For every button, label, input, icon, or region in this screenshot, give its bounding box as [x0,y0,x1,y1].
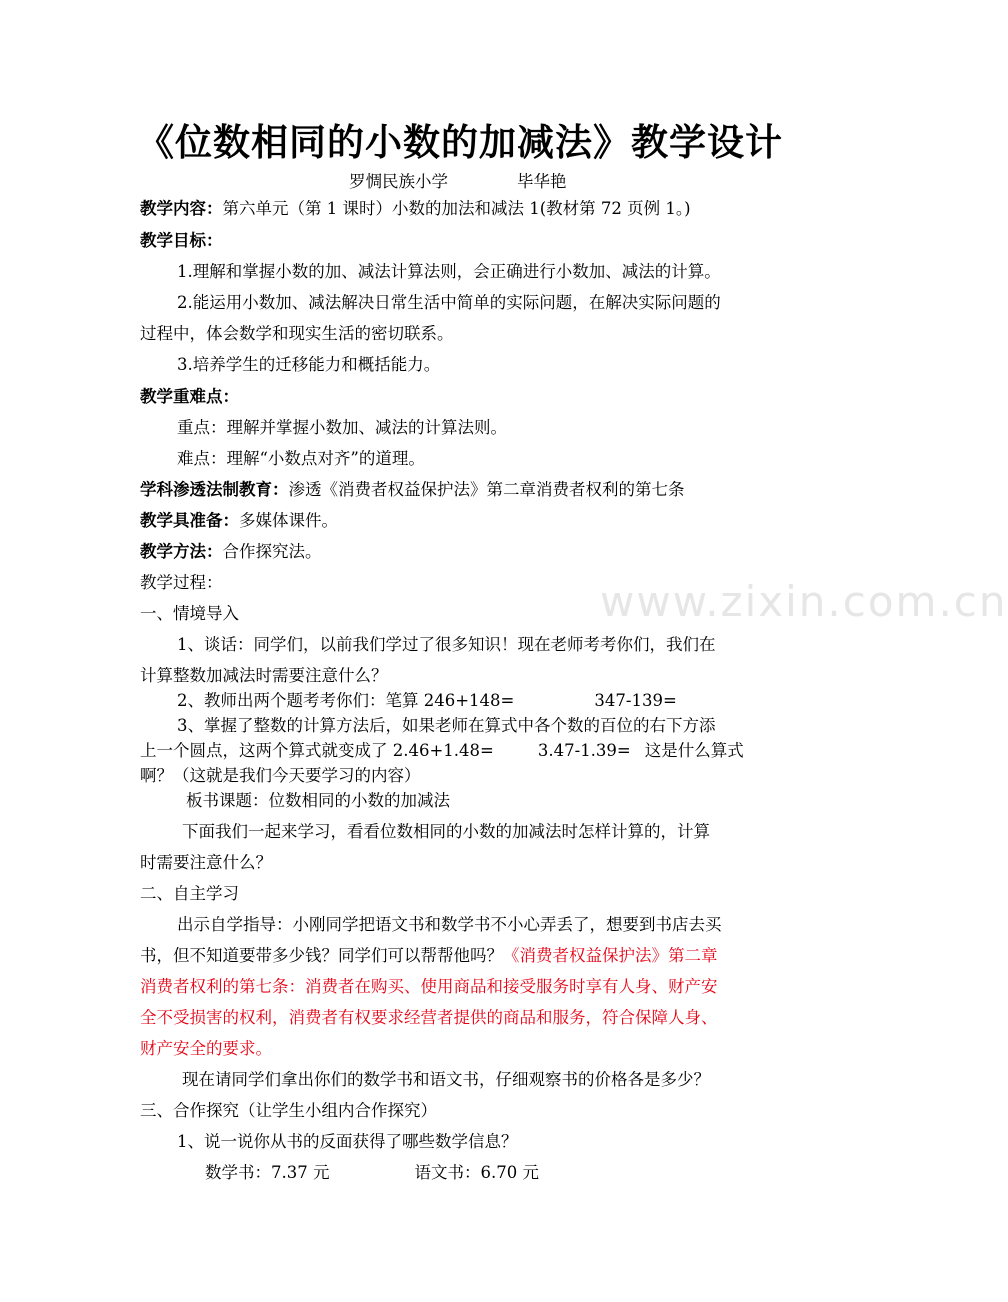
section-1-item-2-expr: 347-139= [594,691,677,710]
law-text-line-2: 全不受损害的权利，消费者有权要求经营者提供的商品和服务，符合保障人身、 [140,1008,718,1027]
content-label: 教学内容： [140,199,223,218]
document-title: 《位数相同的小数的加减法》教学设计 [137,121,783,164]
transition-line-2: 时需要注意什么？ [140,853,272,872]
content-line [140,199,691,219]
law-label: 学科渗透法制教育： [140,480,289,499]
law-text-line-3: 财产安全的要求。 [140,1039,272,1058]
tools-text: 多媒体课件。 [239,511,338,530]
section-2-instruction: 现在请同学们拿出你们的数学书和语文书，仔细观察书的价格各是多少？ [182,1070,710,1089]
law-reference: 《消费者权益保护法》第二章 [503,946,718,965]
key-difficult-label: 教学重难点： [140,387,239,406]
tools-label: 教学具准备： [140,511,239,530]
section-2-question: 书，但不知道要带多少钱？同学们可以帮帮他吗？ [140,946,503,965]
section-1-item-3-line-3: 啊？（这就是我们今天要学习的内容） [140,766,421,785]
author-name: 毕华艳 [517,172,567,191]
goals-label: 教学目标： [140,231,223,250]
chinese-book-price: 语文书：6.70 元 [414,1163,539,1182]
content-text: 第六单元（第 1 课时）小数的加法和减法 1(教材第 72 页例 1。) [222,199,691,218]
difficult-point: 难点：理解“小数点对齐”的道理。 [177,449,425,468]
key-point: 重点：理解并掌握小数加、减法的计算法则。 [177,418,507,437]
goal-1: 1.理解和掌握小数的加、减法计算法则，会正确进行小数加、减法的计算。 [177,262,721,281]
law-text-line-1: 消费者权利的第七条：消费者在购买、使用商品和接受服务时享有人身、财产安 [140,977,718,996]
section-1-item-3-line-1: 3、掌握了整数的计算方法后，如果老师在算式中各个数的百位的右下方添 [177,716,716,735]
math-book-price: 数学书：7.37 元 [205,1163,330,1182]
law-education-line [140,480,685,500]
section-1-item-3-expr-1: 上一个圆点，这两个算式就变成了 2.46+1.48= [140,741,494,760]
section-1-item-3-expr-2: 3.47-1.39= [537,741,631,760]
section-2-line-1: 出示自学指导：小刚同学把语文书和数学书不小心弄丢了，想要到书店去买 [177,915,722,934]
process-label: 教学过程： [140,573,223,592]
book-prices [205,1163,539,1183]
school-name: 罗惆民族小学 [349,172,448,191]
section-1-item-3-question: 这是什么算式 [644,741,744,760]
goal-2-line-1: 2.能运用小数加、减法解决日常生活中简单的实际问题，在解决实际问题的 [177,293,721,312]
method-label: 教学方法： [140,542,223,561]
section-1-item-2 [177,691,677,711]
section-2-line-2 [140,946,718,966]
section-1-item-3-line-2 [140,741,744,761]
law-text: 渗透《消费者权益保护法》第二章消费者权利的第七条 [288,480,685,499]
section-2-heading: 二、自主学习 [140,884,239,903]
goal-2-line-2: 过程中，体会数学和现实生活的密切联系。 [140,324,454,343]
method-text: 合作探究法。 [222,542,322,561]
tools-line [140,511,338,531]
transition-line-1: 下面我们一起来学习，看看位数相同的小数的加减法时怎样计算的，计算 [182,822,710,841]
section-3-item-1: 1、说一说你从书的反面获得了哪些数学信息？ [177,1132,518,1151]
section-3-heading: 三、合作探究（让学生小组内合作探究） [140,1101,437,1120]
section-1-heading: 一、情境导入 [140,604,239,623]
goal-3: 3.培养学生的迁移能力和概括能力。 [177,355,441,374]
section-1-item-1-line-1: 1、谈话：同学们，以前我们学过了很多知识！现在老师考考你们，我们在 [177,635,716,654]
watermark: www.zixin.com.cn [600,577,1008,626]
method-line [140,542,322,562]
section-1-item-1-line-2: 计算整数加减法时需要注意什么？ [140,666,388,685]
section-1-item-2-text: 2、教师出两个题考考你们：笔算 246+148= [177,691,515,710]
board-title: 板书课题：位数相同的小数的加减法 [186,791,450,810]
